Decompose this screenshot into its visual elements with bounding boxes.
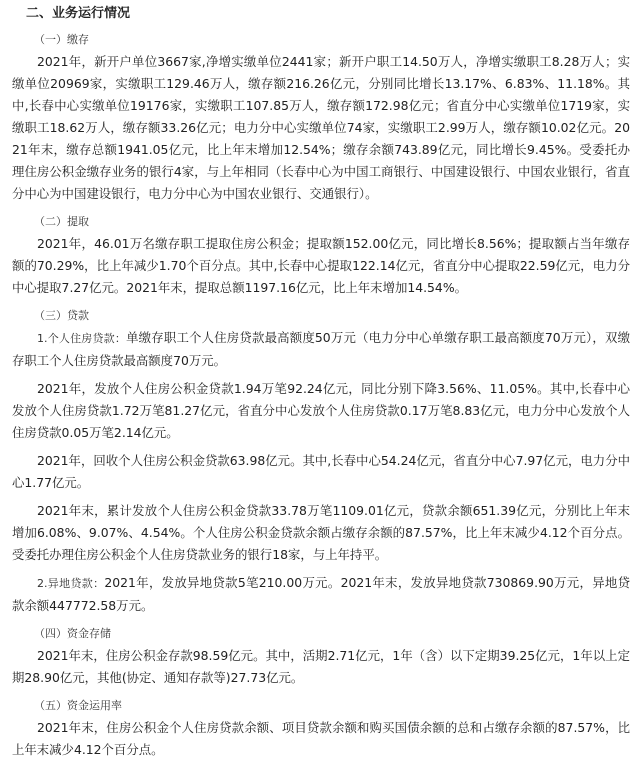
loans-issued-paragraph: 2021年，发放个人住房公积金贷款1.94万笔92.24亿元，同比分别下降3.56%、11.05%。其中,长春中心发放个人住房贷款1.72万笔81.27亿元，省直分中心发放个人住房贷款0.17万笔8.83亿元，电力分中心发放个人住房贷款0.05万笔2.14亿元。 bbox=[12, 381, 630, 440]
remote-loan-label: 2.异地贷款： bbox=[37, 577, 105, 590]
withdrawal-paragraph: 2021年，46.01万名缴存职工提取住房公积金；提取额152.00亿元，同比增长8.56%；提取额占当年缴存额的70.29%，比上年减少1.70个百分点。其中,长春中心提取122.14亿元，省直分中心提取22.59亿元，电力分中心提取7.27亿元。2021年末，提取总额1197.16亿元，比上年末增加14.54%。 bbox=[12, 236, 630, 295]
usage-heading: （五）资金运用率 bbox=[34, 699, 122, 712]
withdrawal-heading: （二）提取 bbox=[34, 215, 89, 228]
personal-loan-label: 1.个人住房贷款： bbox=[37, 332, 127, 345]
deposit-paragraph: 2021年，新开户单位3667家,净增实缴单位2441家；新开户职工14.50万人，净增实缴职工8.28万人；实缴单位20969家，实缴职工129.46万人，缴存额216.26亿元，分别同比增长13.17%、6.83%、11.18%。其中,长春中心实缴单位19176家，实缴职工107.85万人，缴存额172.98亿元；省直分中心实缴单位1719家，实缴职工18.62万人，缴存额33.26亿元；电力分中心实缴单位74家，实缴职工2.99万人，缴存额10.02亿元。2021年末，缴存总额1941.05亿元，比上年末增加12.54%；缴存余额743.89亿元，同比增长9.45%。受委托办理住房公积金缴存业务的银行4家，与上年相同（长春中心为中国工商银行、中国建设银行、中国农业银行，省直分中心为中国建设银行，电力分中心为中国农业银行、交通银行）。 bbox=[12, 54, 630, 201]
funds-paragraph: 2021年末，住房公积金存款98.59亿元。其中，活期2.71亿元，1年（含）以下定期39.25亿元，1年以上定期28.90亿元，其他(协定、通知存款等)27.73亿元。 bbox=[12, 648, 630, 685]
loans-recovered-paragraph: 2021年，回收个人住房公积金贷款63.98亿元。其中,长春中心54.24亿元，省直分中心7.97亿元，电力分中心1.77亿元。 bbox=[12, 453, 630, 490]
loans-heading: （三）贷款 bbox=[34, 309, 89, 322]
funds-heading: （四）资金存储 bbox=[34, 627, 111, 640]
usage-paragraph: 2021年末，住房公积金个人住房贷款余额、项目贷款余额和购买国债余额的总和占缴存余额的87.57%，比上年末减少4.12个百分点。 bbox=[12, 720, 630, 757]
personal-loan-intro-text: 单缴存职工个人住房贷款最高额度50万元（电力分中心单缴存职工最高额度70万元），双缴存职工个人住房贷款最高额度70万元。 bbox=[12, 330, 630, 368]
section-title: 二、业务运行情况 bbox=[26, 6, 131, 21]
loans-year-end-paragraph: 2021年末，累计发放个人住房公积金贷款33.78万笔1109.01亿元，贷款余额651.39亿元，分别比上年末增加6.08%、9.07%、4.54%。个人住房公积金贷款余额占缴存余额的87.57%，比上年末减少4.12个百分点。受委托办理住房公积金个人住房贷款业务的银行18家，与上年持平。 bbox=[12, 503, 630, 562]
personal-loan-intro bbox=[12, 327, 630, 372]
remote-loan-text: 2021年，发放异地贷款5笔210.00万元。2021年末，发放异地贷款730869.90万元，异地贷款余额447772.58万元。 bbox=[12, 575, 630, 613]
deposit-heading: （一）缴存 bbox=[34, 33, 89, 46]
remote-loan-paragraph bbox=[12, 572, 630, 617]
